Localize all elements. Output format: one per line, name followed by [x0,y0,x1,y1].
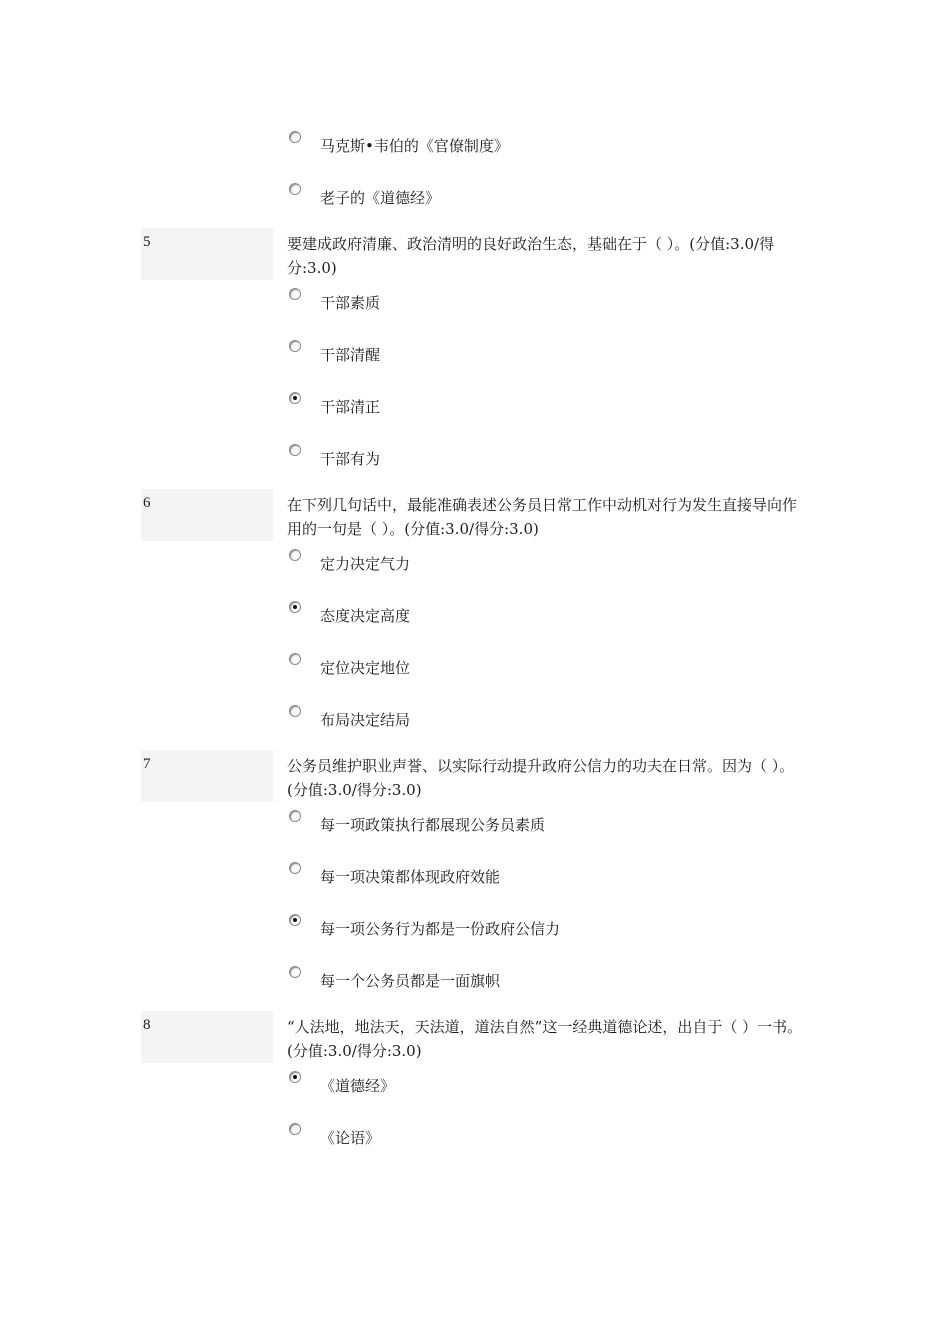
question-number: 8 [143,1017,151,1033]
option-label: 每一个公务员都是一面旗帜 [320,972,501,990]
radio-button[interactable] [289,183,301,195]
option-label: 干部清醒 [320,346,381,364]
option-label: 布局决定结局 [320,711,411,729]
option-label: 每一项政策执行都展现公务员素质 [320,816,546,834]
question-number: 7 [143,756,151,772]
question-number: 5 [143,234,151,250]
radio-button[interactable] [289,444,301,456]
radio-button[interactable] [289,131,301,143]
radio-button[interactable] [289,340,301,352]
option-label: 态度决定高度 [320,607,411,625]
radio-button[interactable] [289,288,301,300]
option-label: 干部有为 [320,450,381,468]
question-number-cell [141,228,273,280]
question-number-cell [141,489,273,541]
radio-button[interactable] [289,810,301,822]
option-label: 马克斯•韦伯的《官僚制度》 [320,137,509,155]
question-number-cell [141,1011,273,1063]
radio-button[interactable] [289,705,301,717]
question-text: 在下列几句话中，最能准确表述公务员日常工作中动机对行为发生直接导向作用的一句是（ ）。(分值:3.0/得分:3.0) [287,496,798,538]
option-label: 干部素质 [320,294,381,312]
option-label: 每一项决策都体现政府效能 [320,868,501,886]
radio-button-selected[interactable] [289,914,301,926]
option-label: 每一项公务行为都是一份政府公信力 [320,920,561,938]
question-text: 要建成政府清廉、政治清明的良好政治生态，基础在于（ ）。(分值:3.0/得分:3.0) [287,235,775,277]
radio-button[interactable] [289,862,301,874]
radio-button-selected[interactable] [289,1071,301,1083]
option-label: 定力决定气力 [320,555,411,573]
radio-button[interactable] [289,549,301,561]
option-label: 干部清正 [320,398,381,416]
option-label: 《道德经》 [320,1077,396,1095]
question-number: 6 [143,495,151,511]
radio-button[interactable] [289,653,301,665]
option-label: 定位决定地位 [320,659,411,677]
question-number-cell [141,750,273,802]
question-text: 公务员维护职业声誉、以实际行动提升政府公信力的功夫在日常。因为（ ）。(分值:3.0/得分:3.0) [287,757,795,799]
option-label: 老子的《道德经》 [320,189,441,207]
option-label: 《论语》 [320,1129,381,1147]
radio-button[interactable] [289,966,301,978]
radio-button[interactable] [289,1123,301,1135]
question-text: “人法地，地法天，天法道，道法自然”这一经典道德论述，出自于（ ）一书。(分值:3.0/得分:3.0) [287,1018,803,1060]
radio-button-selected[interactable] [289,392,301,404]
radio-button-selected[interactable] [289,601,301,613]
